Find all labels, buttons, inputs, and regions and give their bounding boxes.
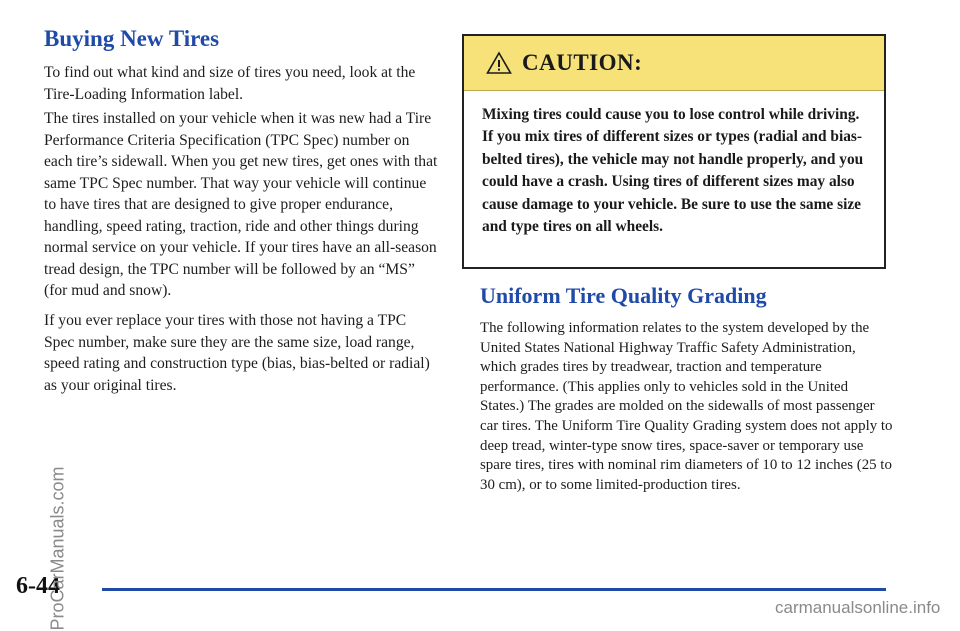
- paragraph-utqg-info: The following information relates to the system developed by the United States National Highway Traffic Safety Administration, which grades tires by treadwear, traction and temperature performance. (This applies only to vehicles sold in the United States.) The grades are molded on the sidewalls of most passenger car tires. The Uniform Tire Quality Grading system does not apply to deep tread, winter-type snow tires, space-saver or temporary use spare tires, tires with nominal rim diameters of 10 to 12 inches (25 to 30 cm), or to some limited-production tires.: [480, 320, 893, 493]
- paragraph-tpc-spec: The tires installed on your vehicle when it was new had a Tire Performance Criteria Specification (TPC Spec) number on each tire’s sidewall. When you get new tires, get ones with that same TPC Spec number. That way your vehicle will continue to have tires that are designed to give proper endurance, handling, speed rating, traction, ride and other things during normal service on your vehicle. If your tires have an all-season tread design, the TPC number will be followed by an “MS” (for mud and snow).: [44, 110, 438, 299]
- section-heading-uniform-tire-quality-grading: Uniform Tire Quality Grading: [480, 283, 767, 308]
- caution-title: CAUTION:: [522, 50, 643, 75]
- caution-text: Mixing tires could cause you to lose control while driving. If you mix tires of different sizes or types (radial and bias-belted tires), the vehicle may not handle properly, and you could have a crash. Using tires of different sizes may also cause damage to your vehicle. Be sure to use the same size and type tires on all wheels.: [482, 106, 864, 236]
- paragraph-replacement-tires: If you ever replace your tires with those not having a TPC Spec number, make sure they are the same size, load range, speed rating and construction type (bias, bias-belted or radial) as your original tires.: [44, 312, 430, 394]
- footer-rule: [102, 588, 886, 591]
- watermark-carmanualsonline: carmanualsonline.info: [775, 598, 941, 617]
- paragraph-tire-label-intro: To find out what kind and size of tires you need, look at the Tire-Loading Information label.: [44, 64, 416, 103]
- section-heading-buying-new-tires: Buying New Tires: [44, 26, 220, 51]
- watermark-procarmanuals: ProCarManuals.com: [47, 466, 68, 631]
- caution-box: [462, 34, 886, 269]
- warning-triangle-icon: [486, 51, 512, 75]
- page-number: 6-44: [16, 573, 60, 599]
- caution-header: [464, 36, 884, 91]
